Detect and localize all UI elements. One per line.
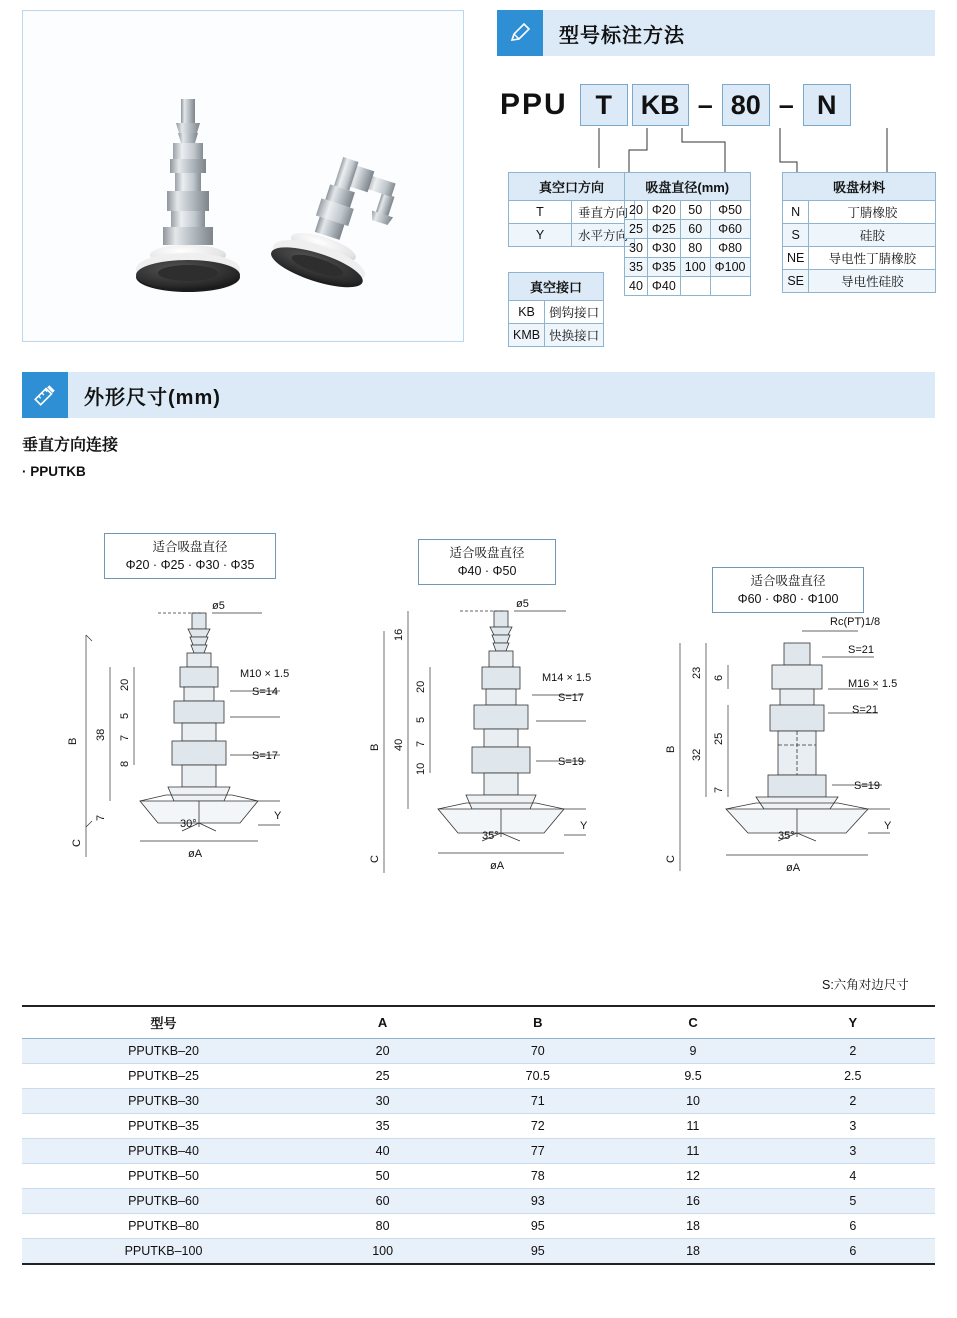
dim-d1-s2: S=17: [252, 750, 278, 762]
cell-y: 3: [771, 1139, 935, 1164]
dim-d3-thread: M16 × 1.5: [848, 678, 898, 690]
callout-2-line2: Φ40 · Φ50: [457, 564, 517, 579]
cell-dir-desc-0: 垂直方向: [572, 201, 635, 224]
col-header-a: A: [305, 1006, 460, 1039]
dim-d1-38: 38: [95, 728, 107, 741]
cell-dia-2-1: Φ30: [647, 239, 680, 258]
dim-d1-angle: 30°: [180, 818, 197, 830]
cell-port-desc-1: 快换接口: [545, 324, 604, 347]
code-prefix: PPU: [500, 88, 568, 121]
cell-a: 30: [305, 1089, 460, 1114]
cell-dia-2-3: Φ80: [710, 239, 750, 258]
cell-dia-0-3: Φ50: [710, 201, 750, 220]
callout-1-line1: 适合吸盘直径: [152, 540, 228, 554]
cell-a: 60: [305, 1189, 460, 1214]
cell-b: 77: [460, 1139, 615, 1164]
cell-dir-code-1: Y: [509, 224, 572, 247]
cell-c: 11: [615, 1139, 770, 1164]
dim-d2-angle: 35°: [482, 830, 499, 842]
code-size: 80: [722, 84, 770, 126]
ruler-icon: [22, 372, 68, 418]
cell-b: 95: [460, 1214, 615, 1239]
table-header-material: 吸盘材料: [783, 173, 936, 201]
cell-dia-4-2: [680, 277, 710, 296]
table-header-diameter: 吸盘直径(mm): [625, 173, 751, 201]
dim-d2-40: 40: [393, 738, 405, 751]
dim-d1-Y: Y: [274, 810, 282, 822]
subsection-item: · PPUTKB: [22, 464, 86, 479]
cell-b: 78: [460, 1164, 615, 1189]
dim-d3-25: 25: [713, 732, 725, 745]
cell-dia-0-1: Φ20: [647, 201, 680, 220]
dim-d1-7b: 7: [95, 814, 107, 821]
cell-c: 9.5: [615, 1064, 770, 1089]
cell-dia-1-2: 60: [680, 220, 710, 239]
cell-c: 10: [615, 1089, 770, 1114]
cell-c: 11: [615, 1114, 770, 1139]
table-row: [22, 1039, 935, 1064]
dim-d3-s2: S=21: [852, 704, 878, 716]
section-title-model: 型号标注方法: [543, 10, 935, 56]
cell-dia-2-2: 80: [680, 239, 710, 258]
dim-d3-port: Rc(PT)1/8: [830, 617, 881, 628]
cell-model: PPUTKB–30: [22, 1089, 305, 1114]
dim-d2-diaA: øA: [490, 860, 505, 872]
table-row: [22, 1164, 935, 1189]
dim-d2-16: 16: [393, 628, 405, 641]
cell-y: 2: [771, 1089, 935, 1114]
cell-dia-3-2: 100: [680, 258, 710, 277]
dim-d3-s1: S=21: [848, 644, 874, 656]
table-vacuum-port: [508, 272, 604, 347]
dim-d3-6: 6: [713, 674, 725, 681]
cell-dia-1-3: Φ60: [710, 220, 750, 239]
col-header-y: Y: [771, 1006, 935, 1039]
cell-port-code-0: KB: [509, 301, 545, 324]
cell-dia-4-1: Φ40: [647, 277, 680, 296]
dim-d3-angle: 35°: [778, 830, 795, 842]
dim-d1-5: 5: [119, 712, 131, 719]
cell-mat-desc-3: 导电性硅胶: [809, 270, 936, 293]
cell-a: 50: [305, 1164, 460, 1189]
cell-port-desc-0: 倒钩接口: [545, 301, 604, 324]
code-material: N: [803, 84, 851, 126]
dim-d2-20: 20: [415, 680, 427, 693]
table-head-row: [22, 1006, 935, 1039]
cell-a: 80: [305, 1214, 460, 1239]
dim-d2-Y: Y: [580, 820, 588, 832]
cell-b: 70.5: [460, 1064, 615, 1089]
table-pad-material: [782, 172, 936, 293]
table-pad-diameter: [624, 172, 751, 296]
dim-d2-s1: S=17: [558, 692, 584, 704]
callout-3: [712, 567, 864, 613]
cell-model: PPUTKB–100: [22, 1239, 305, 1265]
dimension-drawings: [22, 505, 935, 995]
code-dash-2: –: [778, 89, 794, 120]
section-header-dimensions: [22, 372, 935, 418]
section-header-model: [497, 10, 935, 56]
dim-d3-7: 7: [713, 786, 725, 793]
dim-d3-diaA: øA: [786, 862, 801, 874]
product-photo: [23, 11, 463, 341]
dim-d1-20: 20: [119, 678, 131, 691]
table-row: [22, 1214, 935, 1239]
cell-c: 18: [615, 1239, 770, 1265]
dim-d1-top-dia: ø5: [212, 600, 225, 612]
table-row: [22, 1239, 935, 1265]
callout-2: [418, 539, 556, 585]
hex-note: S:六角对边尺寸: [822, 978, 909, 992]
dim-d2-B: B: [369, 743, 381, 751]
dim-d3-Y: Y: [884, 820, 892, 832]
callout-3-line1: 适合吸盘直径: [750, 574, 826, 588]
cell-port-code-1: KMB: [509, 324, 545, 347]
cell-model: PPUTKB–35: [22, 1114, 305, 1139]
dim-d2-C: C: [369, 855, 381, 863]
cell-dia-3-3: Φ100: [710, 258, 750, 277]
cell-y: 6: [771, 1214, 935, 1239]
dim-d2-thread: M14 × 1.5: [542, 672, 592, 684]
dim-d3-B: B: [665, 745, 677, 753]
dim-d2-10: 10: [415, 762, 427, 775]
cell-b: 93: [460, 1189, 615, 1214]
table-row: [22, 1089, 935, 1114]
section-title-dimensions: 外形尺寸(mm): [68, 372, 935, 418]
cell-mat-code-1: S: [783, 224, 809, 247]
cell-y: 5: [771, 1189, 935, 1214]
table-header-port: 真空接口: [509, 273, 604, 301]
table-row: [22, 1064, 935, 1089]
table-row: [22, 1114, 935, 1139]
cell-dia-3-1: Φ35: [647, 258, 680, 277]
col-header-c: C: [615, 1006, 770, 1039]
callout-1-line2: Φ20 · Φ25 · Φ30 · Φ35: [125, 558, 255, 573]
cell-model: PPUTKB–40: [22, 1139, 305, 1164]
code-port: KB: [632, 84, 689, 126]
cell-dia-4-0: 40: [625, 277, 648, 296]
col-header-b: B: [460, 1006, 615, 1039]
drawing-2: [342, 591, 642, 965]
cell-b: 71: [460, 1089, 615, 1114]
col-header-model: 型号: [22, 1006, 305, 1039]
drawing-1: [62, 595, 352, 965]
cell-y: 2.5: [771, 1064, 935, 1089]
dim-d1-8: 8: [119, 760, 131, 767]
cell-mat-desc-2: 导电性丁腈橡胶: [809, 247, 936, 270]
cell-dia-1-1: Φ25: [647, 220, 680, 239]
dim-d1-diaA: øA: [188, 848, 203, 860]
cell-dia-4-3: [710, 277, 750, 296]
code-direction: T: [580, 84, 628, 126]
dim-d2-s2: S=19: [558, 756, 584, 768]
cell-dia-2-0: 30: [625, 239, 648, 258]
code-dash-1: –: [697, 89, 713, 120]
cell-model: PPUTKB–80: [22, 1214, 305, 1239]
code-leader-lines: [497, 120, 937, 180]
cell-mat-code-2: NE: [783, 247, 809, 270]
cell-a: 40: [305, 1139, 460, 1164]
cell-mat-code-0: N: [783, 201, 809, 224]
cell-y: 4: [771, 1164, 935, 1189]
cell-c: 9: [615, 1039, 770, 1064]
dim-d3-32: 32: [691, 748, 703, 761]
cell-c: 16: [615, 1189, 770, 1214]
cell-a: 35: [305, 1114, 460, 1139]
cell-a: 20: [305, 1039, 460, 1064]
dim-d3-C: C: [665, 855, 677, 863]
cell-c: 18: [615, 1214, 770, 1239]
dim-d2-7: 7: [415, 740, 427, 747]
dim-d2-top-dia: ø5: [516, 598, 529, 610]
table-row: [22, 1139, 935, 1164]
cell-c: 12: [615, 1164, 770, 1189]
cell-mat-code-3: SE: [783, 270, 809, 293]
dim-d1-thread: M10 × 1.5: [240, 668, 290, 680]
table-row: [22, 1189, 935, 1214]
cell-mat-desc-1: 硅胶: [809, 224, 936, 247]
specification-table: [22, 1005, 935, 1265]
callout-3-line2: Φ60 · Φ80 · Φ100: [737, 592, 839, 607]
drawing-3: [652, 617, 937, 957]
cell-a: 100: [305, 1239, 460, 1265]
cell-model: PPUTKB–60: [22, 1189, 305, 1214]
table-header-direction: 真空口方向: [509, 173, 635, 201]
cell-b: 70: [460, 1039, 615, 1064]
dim-d3-s3: S=19: [854, 780, 880, 792]
cell-y: 2: [771, 1039, 935, 1064]
dim-d1-7: 7: [119, 734, 131, 741]
table-vacuum-direction: [508, 172, 635, 247]
dim-d3-23: 23: [691, 666, 703, 679]
dim-d1-B: B: [67, 737, 79, 745]
subsection-title: 垂直方向连接: [22, 437, 119, 454]
dim-d1-s1: S=14: [252, 686, 278, 698]
cell-model: PPUTKB–20: [22, 1039, 305, 1064]
pencil-icon: [497, 10, 543, 56]
cell-dia-3-0: 35: [625, 258, 648, 277]
cell-mat-desc-0: 丁腈橡胶: [809, 201, 936, 224]
cell-model: PPUTKB–25: [22, 1064, 305, 1089]
dim-d1-C: C: [71, 839, 83, 847]
cell-model: PPUTKB–50: [22, 1164, 305, 1189]
callout-1: [104, 533, 276, 579]
cell-a: 25: [305, 1064, 460, 1089]
cell-dir-code-0: T: [509, 201, 572, 224]
cell-dia-0-2: 50: [680, 201, 710, 220]
cell-dia-1-0: 25: [625, 220, 648, 239]
cell-dia-0-0: 20: [625, 201, 648, 220]
cell-y: 3: [771, 1114, 935, 1139]
dim-d2-5: 5: [415, 716, 427, 723]
cell-b: 95: [460, 1239, 615, 1265]
product-photo-panel: [22, 10, 464, 342]
callout-2-line1: 适合吸盘直径: [449, 546, 525, 560]
cell-y: 6: [771, 1239, 935, 1265]
cell-dir-desc-1: 水平方向: [572, 224, 635, 247]
cell-b: 72: [460, 1114, 615, 1139]
